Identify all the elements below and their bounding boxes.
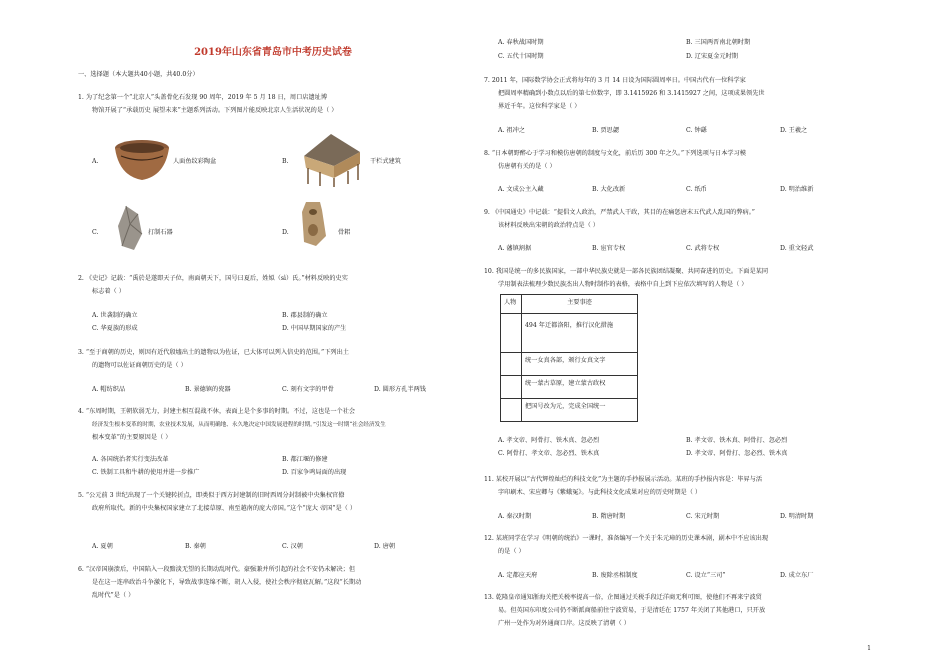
q5-stem-line1: 5. “公元前 3 世纪出现了一个关键转折点，即类似于西方封建制的旧时西周分封制被中央集权官僚	[78, 492, 345, 499]
q8-option-d: D. 明治维新	[780, 186, 814, 193]
q9-option-c: C. 武将专权	[686, 245, 720, 252]
q3-option-d: D. 圆形方孔半两钱	[374, 386, 426, 393]
page-title: 2019年山东省青岛市中考历史试卷	[194, 47, 352, 58]
q1-option-a-text: 人面鱼纹彩陶盆	[173, 158, 217, 165]
q12-option-d: D. 成立东厂	[780, 572, 814, 579]
q1-option-b-label: B.	[282, 158, 289, 165]
q7-option-b: B. 贾思勰	[592, 127, 620, 134]
q6-option-c: C. 五代十国时期	[498, 53, 544, 60]
q4-option-d: D. 百家争鸣局面的出现	[282, 469, 347, 476]
q7-option-a: A. 祖冲之	[498, 127, 525, 134]
q9-option-b: B. 宦官专权	[592, 245, 626, 252]
section-heading: 一、选择题（本大题共40小题，共40.0分）	[78, 71, 199, 78]
q5-option-b: B. 秦朝	[185, 543, 206, 550]
q10-table-header-deeds: 主要事迹	[522, 295, 638, 314]
q2-stem-line1: 2. 《史记》记载：“禹於是遂即天子位，南面朝天下，国号曰夏后，姓姒（sì）氏。”材料反映的史实	[78, 275, 348, 282]
q10-stem-line2: 学用制表法梳理少数民族杰出人物时制作的表格，表格中自上到下应依次填写的人物是（ ）	[498, 281, 748, 288]
q10-table-row: 494 年迁都洛阳，推行汉化措施	[522, 314, 638, 353]
q12-option-b: B. 废除丞相制度	[592, 572, 638, 579]
q10-option-a: A. 孝文帝、阿骨打、铁木真、忽必烈	[498, 437, 600, 444]
q5-option-d: D. 唐朝	[374, 543, 396, 550]
q4-stem-line1: 4. “东周时期，王朝软弱无力，封建主相互混战不休，表面上是个多事的时期。不过，这也是一个社会	[78, 408, 356, 415]
q7-option-d: D. 王羲之	[780, 127, 808, 134]
q11-option-c: C. 宋元时期	[686, 513, 720, 520]
q13-stem-line1: 13. 乾隆皇帝通知浙海关把关税率提高一倍，企图通过关税手段迁洋商无利可图，使他们不再来宁波贸	[484, 594, 762, 601]
q8-option-b: B. 大化改新	[592, 186, 626, 193]
q10-option-c: C. 阿骨打、孝文帝、忽必烈、铁木真	[498, 450, 600, 457]
q10-stem-line1: 10. 我国是统一的多民族国家，一部中华民族史就是一部各民族团结凝聚、共同奋进的历史。下面是某同	[484, 268, 769, 275]
q2-option-c: C. 华夏族的形成	[92, 325, 138, 332]
q9-option-d: D. 重文轻武	[780, 245, 814, 252]
q5-option-a: A. 夏朝	[92, 543, 113, 550]
q3-stem-line2: 的遗物可以佐证商朝历史的是（ ）	[92, 362, 187, 369]
q4-stem-line2: 经济发生根本变革的时期，农业技术发展，从而明确地、永久地决定中国发展进程的时期。”引发这一时期“社会经济发生	[92, 422, 386, 428]
q9-stem-line1: 9. 《中国通史》中记载：“提倡文人政治，严禁武人干政，其目的在痛惩唐末五代武人乱国的弊病。”	[484, 209, 755, 216]
q8-stem-line1: 8. “日本朝野醉心于学习和模仿唐朝的制度与文化，前后历 300 年之久。”下列选项与日本学习模	[484, 150, 746, 157]
chipped-stone-tool-image	[116, 204, 144, 252]
q2-option-d: D. 中国早期国家的产生	[282, 325, 347, 332]
q6-stem-line1: 6. “汉帝国崩溃后，中国陷入一段黯淡无望的长期动乱时代。豪强兼并所引起的社会不安仍未解决；但	[78, 566, 356, 573]
q7-stem-line2: 把圆周率精确到小数点以后的第七位数字，即 3.1415926 和 3.1415927 之间，这项成果领先世	[498, 90, 765, 97]
painted-pottery-basin-image	[113, 138, 171, 184]
q6-stem-line2: 是在这一连串政治斗争激化下，导致战事连绵不断，胡人入侵，使社会秩序彻底瓦解。”这段“长期动	[92, 579, 362, 586]
q1-option-c-label: C.	[92, 229, 99, 236]
page-number: 1	[867, 645, 871, 652]
q10-table-row: 把国号改为元，完成全国统一	[522, 399, 638, 422]
q11-option-a: A. 秦汉时期	[498, 513, 532, 520]
q1-option-d-text: 骨耜	[338, 229, 351, 236]
q3-option-a: A. 帽纺织品	[92, 386, 126, 393]
q13-stem-line3: 广州一处作为对外通商口岸。这反映了清朝（ ）	[498, 620, 630, 627]
q12-stem-line1: 12. 某班同学在学习《明朝的统治》一课时，准备编写一个关于朱元璋的历史课本剧，剧本中不应该出现	[484, 535, 769, 542]
q2-stem-line2: 标志着（ ）	[92, 288, 125, 295]
stilt-house-image	[296, 130, 366, 188]
q7-stem-line1: 7. 2011 年，国际数学协会正式将每年的 3 月 14 日设为国际圆周率日。中国古代有一位科学家	[484, 77, 746, 84]
q9-stem-line2: 该材料反映出宋朝的政治特点是（ ）	[498, 222, 599, 229]
q1-stem-line2: 物馆开展了“承载历史 展望未来”主题系列活动。下列图片能反映北京人生活状况的是（ ）	[92, 107, 338, 114]
q3-option-b: B. 景德镇的瓷器	[185, 386, 231, 393]
q10-option-d: D. 孝文帝、阿骨打、忽必烈、铁木真	[686, 450, 788, 457]
q2-option-a: A. 世袭制的确立	[92, 312, 138, 319]
q1-option-d-label: D.	[282, 229, 289, 236]
q5-option-c: C. 汉朝	[282, 543, 303, 550]
q10-table-row: 统一蒙古草原，建立蒙古政权	[522, 376, 638, 399]
q4-option-c: C. 铁制工具和牛耕的使用并进一步推广	[92, 469, 200, 476]
q2-option-b: B. 郡县制的确立	[282, 312, 328, 319]
q11-stem-line1: 11. 某校开展以“古代辉煌灿烂的科技文化”为主题的手抄报展示活动。某班的手抄报内容是：毕昇与活	[484, 476, 763, 483]
q10-table	[500, 294, 638, 422]
q10-option-b: B. 孝文帝、铁木真、阿骨打、忽必烈	[686, 437, 788, 444]
q8-option-c: C. 纸币	[686, 186, 707, 193]
q9-option-a: A. 藩镇割据	[498, 245, 532, 252]
q6-option-d: D. 辽宋夏金元时期	[686, 53, 738, 60]
q5-stem-line2: 政府所取代。新的中央集权国家建立了北接草原、南至越南的庞大帝国。”这个“庞大 帝国”是（ ）	[92, 505, 357, 512]
q7-option-c: C. 钟繇	[686, 127, 707, 134]
q6-option-a: A. 春秋战国时期	[498, 39, 544, 46]
q7-stem-line3: 界近千年。这位科学家是（ ）	[498, 103, 581, 110]
q11-option-d: D. 明清时期	[780, 513, 814, 520]
q8-stem-line2: 仿唐朝有关的是（ ）	[498, 163, 556, 170]
q11-stem-line2: 字印刷术、宋应卿与《紫蛾冤》。与此科技文化成果对应的历史时期是（ ）	[498, 489, 702, 496]
q8-option-a: A. 文成公主入藏	[498, 186, 544, 193]
q4-option-a: A. 各国统治者实行变法改革	[92, 456, 169, 463]
q4-option-b: B. 都江堰的修建	[282, 456, 328, 463]
q1-option-b-text: 干栏式建筑	[370, 158, 401, 165]
bone-spade-image	[296, 200, 330, 248]
q12-stem-line2: 的是（ ）	[498, 548, 525, 555]
q11-option-b: B. 隋唐时期	[592, 513, 626, 520]
q1-option-c-text: 打制石器	[148, 229, 173, 236]
q13-stem-line2: 易。但英国东印度公司仍不断派商船前往宁波贸易，于是清廷在 1757 年关闭了其他港口，只开放	[498, 607, 766, 614]
q1-stem-line1: 1. 为了纪念第一个“北京人”头盖骨化石发现 90 周年，2019 年 5 月 18 日，周口店遗址博	[78, 94, 328, 101]
q6-stem-line3: 乱时代”是（ ）	[92, 592, 135, 599]
q3-stem-line1: 3. “至于商朝的历史，则因有近代殷墟出土的遗物以为佐证，已大体可以列入信史的范围。”下列出土	[78, 349, 349, 356]
q10-table-row: 统一女真各部，颁行女真文字	[522, 353, 638, 376]
q10-table-header-person: 人物	[501, 295, 522, 314]
q12-option-a: A. 定都应天府	[498, 572, 538, 579]
q12-option-c: C. 设立“三司”	[686, 572, 726, 579]
q3-option-c: C. 刻有文字的甲骨	[282, 386, 334, 393]
q4-stem-line3: 根本变革”的主要原因是（ ）	[92, 434, 172, 441]
q6-option-b: B. 三国两晋南北朝时期	[686, 39, 751, 46]
q1-option-a-label: A.	[92, 158, 99, 165]
